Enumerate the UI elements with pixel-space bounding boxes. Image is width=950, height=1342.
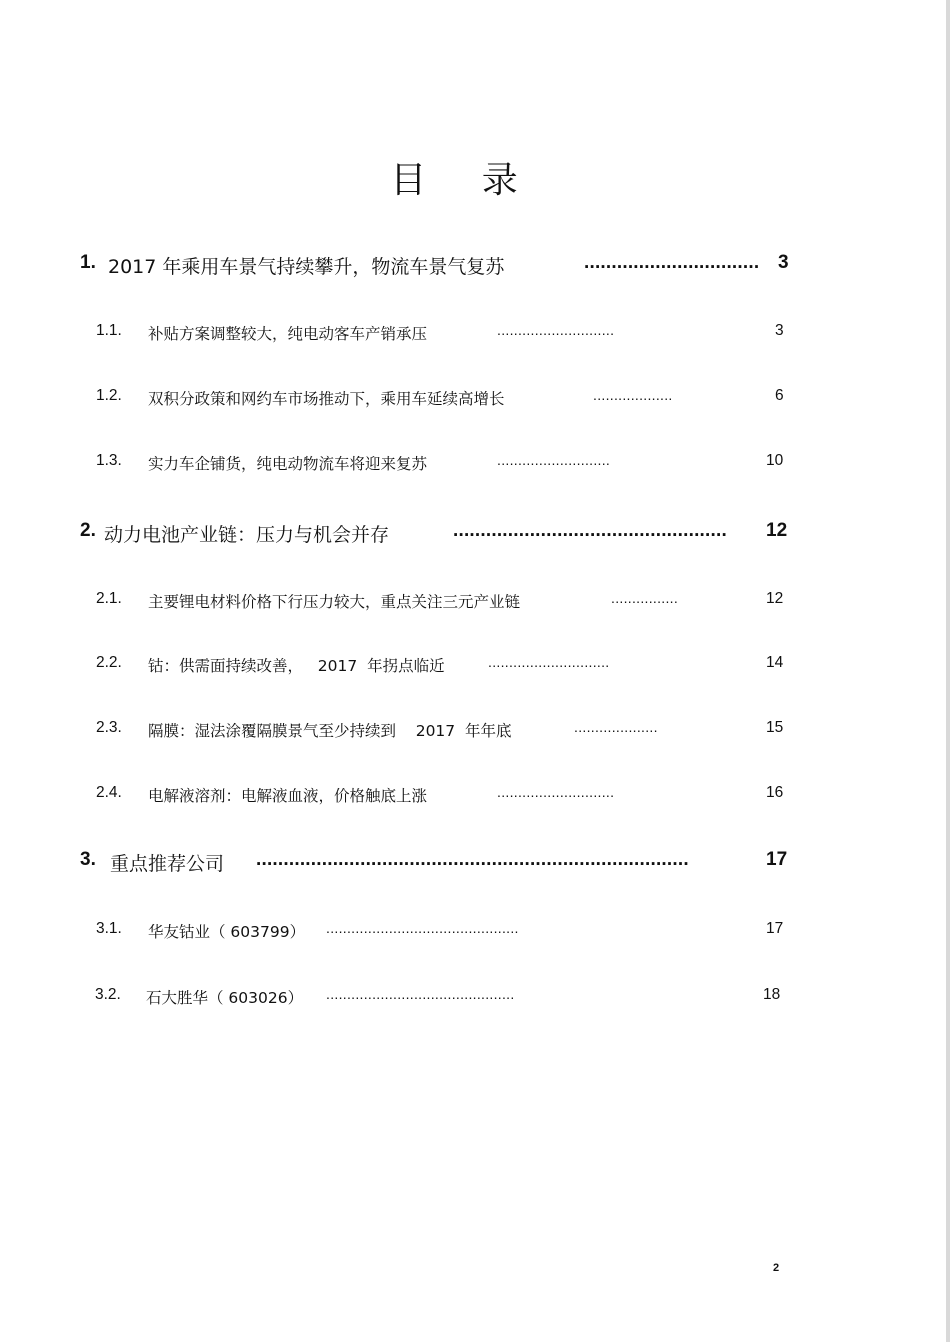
toc-leader: .................... <box>574 719 658 735</box>
toc-text: 补贴方案调整较大，纯电动客车产销承压 <box>148 325 428 343</box>
toc-number: 1.1. <box>96 322 122 339</box>
toc-text: 电解液溶剂：电解液血液，价格触底上涨 <box>148 787 428 805</box>
toc-number: 1.3. <box>96 452 122 469</box>
toc-leader: ................................ <box>584 252 760 273</box>
toc-leader: ............................ <box>497 322 615 338</box>
toc-text: 华友钴业（ 603799） <box>148 923 306 941</box>
toc-number: 3.2. <box>95 986 121 1003</box>
toc-page: 3 <box>778 252 789 273</box>
toc-number: 1.2. <box>96 387 122 404</box>
page-edge <box>946 0 950 1342</box>
toc-leader: ................... <box>593 387 673 403</box>
toc-text: 动力电池产业链：压力与机会并存 <box>104 524 390 546</box>
toc-number: 2.1. <box>96 590 122 607</box>
toc-leader: ........................... <box>497 452 611 468</box>
page-number: 2 <box>773 1262 780 1274</box>
toc-text: 双积分政策和网约车市场推动下，乘用车延续高增长 <box>148 390 505 408</box>
toc-text: 钴：供需面持续改善， 2017 年拐点临近 <box>148 657 445 675</box>
toc-leader: .............................................. <box>326 920 519 936</box>
toc-leader: ................ <box>611 590 679 606</box>
toc-leader: ............................ <box>497 784 615 800</box>
toc-page: 14 <box>766 654 784 671</box>
toc-page: 16 <box>766 784 784 801</box>
toc-number: 1. <box>80 252 96 273</box>
toc-number: 2.4. <box>96 784 122 801</box>
toc-text: 主要锂电材料价格下行压力较大，重点关注三元产业链 <box>148 593 521 611</box>
toc-leader: ............................................. <box>326 986 515 1002</box>
toc-leader: ............................. <box>488 654 610 670</box>
toc-text: 石大胜华（ 603026） <box>146 989 304 1007</box>
toc-number: 3.1. <box>96 920 122 937</box>
toc-page: 10 <box>766 452 784 469</box>
toc-text: 重点推荐公司 <box>110 853 225 875</box>
toc-text: 2017 年乘用车景气持续攀升，物流车景气复苏 <box>108 256 505 278</box>
toc-number: 2. <box>80 520 96 541</box>
toc-title: 目 录 <box>390 160 540 201</box>
toc-number: 3. <box>80 849 96 870</box>
toc-page: 17 <box>766 849 788 870</box>
toc-text: 实力车企铺货，纯电动物流车将迎来复苏 <box>148 455 428 473</box>
toc-page: 17 <box>766 920 784 937</box>
toc-page: 18 <box>763 986 781 1003</box>
toc-leader: .................................................. <box>453 520 727 541</box>
toc-page: 3 <box>775 322 784 339</box>
toc-leader: ............................................................................... <box>256 849 689 870</box>
toc-page: 12 <box>766 590 784 607</box>
toc-number: 2.3. <box>96 719 122 736</box>
toc-text: 隔膜：湿法涂覆隔膜景气至少持续到 2017 年年底 <box>148 722 512 740</box>
toc-page: 15 <box>766 719 784 736</box>
toc-page: 6 <box>775 387 784 404</box>
toc-number: 2.2. <box>96 654 122 671</box>
toc-page: 12 <box>766 520 788 541</box>
